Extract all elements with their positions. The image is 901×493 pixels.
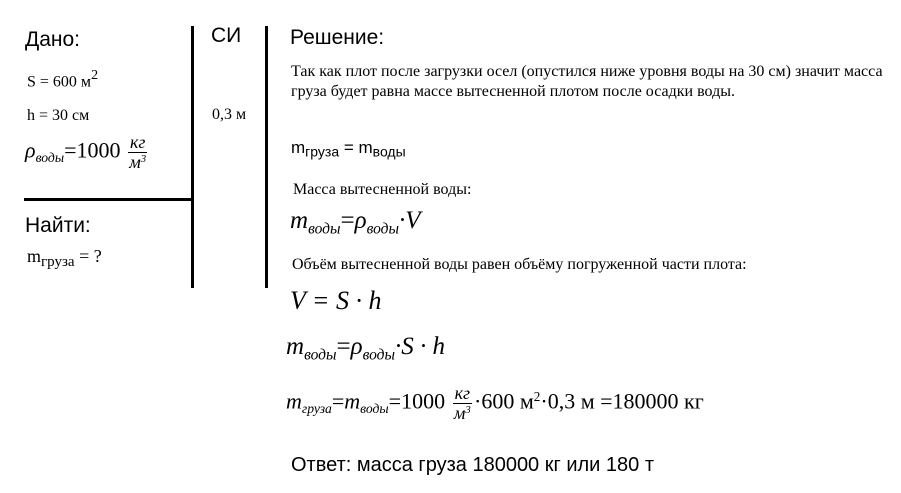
height-value: = 30 см [39,107,90,124]
given-height [27,107,89,125]
divider-given-find [24,198,192,201]
solution-paragraph: Так как плот после загрузки осел (опустился ниже уровня воды на 30 см) значит масса груза будет равна массе вытесненной плотом после осадки воды. [291,63,883,100]
area-value: = 600 м [39,73,92,91]
equation-final: $m_{груза}=m_{воды}=1000$ $\frac{кг}{м^3}$ ·600 $м^2\cdot 0,3$ м =180000 кг [286,383,704,423]
given-title: Дано: [25,28,81,51]
given-density [25,133,149,172]
rho-unit-fraction [128,133,147,172]
equation-mass-water: $m_{воды}=\rho_{воды}\cdot V$ [290,207,421,238]
find-unknown [27,246,102,271]
equation-mass-water-expanded: $m_{воды}=\rho_{воды}\cdot S \cdot h$ [286,333,446,364]
rho-unit-denominator: $м^3$ [129,151,147,172]
given-area [27,68,98,92]
area-exponent: 2 [91,68,99,83]
divider-given-si [191,26,194,288]
height-symbol: h [27,107,35,124]
rho-value: =1000 [64,137,121,163]
solution-title: Решение: [290,26,385,49]
rho-subscript: воды [35,150,65,166]
equation-volume: V = S · h [290,286,382,315]
final-unit-fraction: $\frac{кг}{м^3}$ [453,383,471,423]
find-m-rest: = ? [74,246,102,266]
si-height: 0,3 м [212,106,247,123]
mass-water-label: Масса вытесненной воды: [293,181,472,198]
volume-label: Объём вытесненной воды равен объёму погруженной части плота: [292,256,747,273]
equation-mass-equality: $m_{груза} = m_{воды}$ [291,138,406,160]
area-symbol: S [27,73,36,91]
divider-si-solution [265,26,268,288]
find-m-symbol: m [27,246,42,266]
si-title: СИ [211,24,242,47]
rho-symbol: ρ [25,137,36,163]
find-title: Найти: [25,214,91,237]
answer: Ответ: масса груза 180000 кг или 180 т [291,454,654,476]
find-m-subscript: груза [41,253,75,270]
rho-unit-numerator: кг [129,132,146,152]
